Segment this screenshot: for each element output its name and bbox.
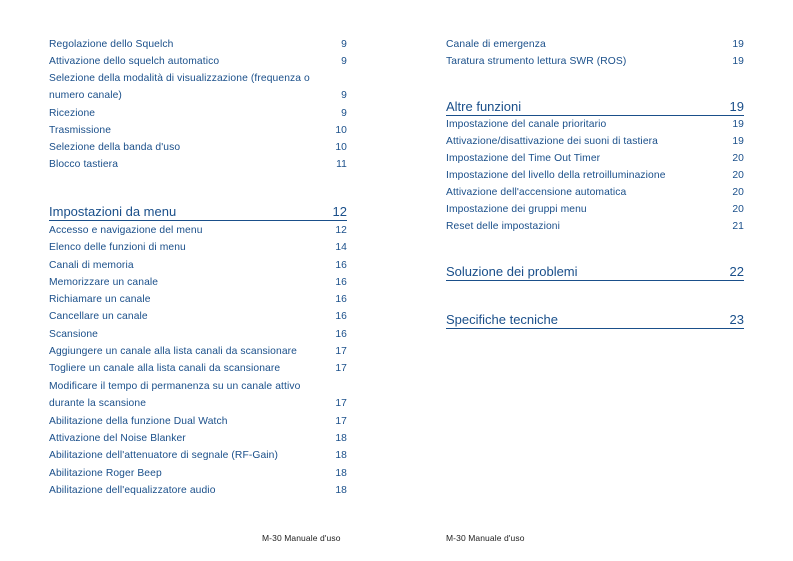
toc-entry[interactable]	[49, 70, 347, 104]
toc-entry[interactable]	[49, 274, 347, 291]
toc-entry[interactable]	[446, 184, 744, 201]
toc-entry-title: Togliere un canale alla lista canali da scansionare	[49, 363, 281, 374]
toc-entry[interactable]	[446, 167, 744, 184]
toc-entry-page: 10	[335, 125, 347, 136]
toc-entry-title: Canali di memoria	[49, 260, 134, 271]
toc-entry-title: Aggiungere un canale alla lista canali da scansionare	[49, 346, 298, 357]
toc-entry-page: 18	[335, 485, 347, 496]
toc-entry-page: 17	[335, 363, 347, 374]
toc-entry-title: Selezione della banda d'uso	[49, 142, 181, 153]
toc-entry-page: 20	[732, 187, 744, 198]
toc-entry-page: 17	[335, 346, 347, 357]
toc-entry[interactable]	[49, 105, 347, 122]
toc-entry-page: 19	[732, 136, 744, 147]
toc-entry-page: 16	[335, 329, 347, 340]
toc-entry-page: 16	[335, 260, 347, 271]
toc-entry-page: 16	[335, 277, 347, 288]
toc-entry-title: Memorizzare un canale	[49, 277, 159, 288]
toc-entry-page: 12	[335, 225, 347, 236]
toc-section-title: Impostazioni da menu	[49, 204, 177, 219]
toc-entry-title: Richiamare un canale	[49, 294, 151, 305]
toc-entry-page: 20	[732, 153, 744, 164]
toc-entry[interactable]	[49, 413, 347, 430]
toc-entry-page: 19	[732, 119, 744, 130]
toc-entry-title: Attivazione del Noise Blanker	[49, 433, 186, 444]
toc-entry-page: 18	[335, 468, 347, 479]
toc-entry-page: 19	[732, 56, 744, 67]
toc-entry[interactable]	[49, 239, 347, 256]
toc-entry[interactable]	[49, 122, 347, 139]
toc-entry[interactable]	[446, 218, 744, 235]
toc-entry-title: Selezione della modalità di visualizzazione (frequenza o numero canale)	[49, 73, 310, 101]
toc-section-heading[interactable]	[446, 99, 744, 116]
toc-entry-page: 18	[335, 450, 347, 461]
toc-entry-page: 14	[335, 242, 347, 253]
toc-entry-page: 10	[335, 142, 347, 153]
toc-entry-title: Impostazione del Time Out Timer	[446, 153, 601, 164]
toc-entry-title: Elenco delle funzioni di menu	[49, 242, 186, 253]
page-footer-right: M-30 Manuale d'uso	[446, 533, 525, 543]
toc-entry-title: Blocco tastiera	[49, 159, 119, 170]
toc-entry-page: 16	[335, 294, 347, 305]
toc-entry-title: Attivazione dello squelch automatico	[49, 56, 220, 67]
toc-entry[interactable]	[49, 465, 347, 482]
toc-entry[interactable]	[49, 308, 347, 325]
toc-entry[interactable]	[49, 222, 347, 239]
toc-entry[interactable]	[446, 53, 744, 70]
toc-entry[interactable]	[49, 36, 347, 53]
toc-entry-page: 20	[732, 204, 744, 215]
toc-entry[interactable]	[49, 360, 347, 377]
toc-entry[interactable]	[446, 116, 744, 133]
toc-entry[interactable]	[49, 378, 347, 412]
toc-entry-title: Attivazione dell'accensione automatica	[446, 187, 627, 198]
toc-entry-title: Regolazione dello Squelch	[49, 39, 174, 50]
toc-entry-title: Abilitazione dell'equalizzatore audio	[49, 485, 216, 496]
toc-entry-title: Abilitazione Roger Beep	[49, 468, 162, 479]
toc-entry[interactable]	[49, 482, 347, 499]
toc-entry-title: Canale di emergenza	[446, 39, 546, 50]
toc-entry[interactable]	[446, 133, 744, 150]
toc-section-heading[interactable]	[49, 204, 347, 221]
toc-section-heading[interactable]	[446, 264, 744, 281]
toc-entry-title: Taratura strumento lettura SWR (ROS)	[446, 56, 627, 67]
toc-entry[interactable]	[49, 156, 347, 173]
toc-entry-title: Trasmissione	[49, 125, 112, 136]
toc-entry-page: 9	[341, 90, 347, 101]
toc-entry-page: 16	[335, 311, 347, 322]
toc-entry[interactable]	[49, 139, 347, 156]
toc-entry-title: Impostazione dei gruppi menu	[446, 204, 587, 215]
toc-entry-title: Scansione	[49, 329, 98, 340]
toc-entry-page: 20	[732, 170, 744, 181]
toc-entry[interactable]	[446, 201, 744, 218]
toc-section-title: Specifiche tecniche	[446, 312, 559, 327]
toc-section-title: Soluzione dei problemi	[446, 264, 578, 279]
toc-section-page: 12	[332, 204, 347, 219]
toc-entry-title: Impostazione del canale prioritario	[446, 119, 607, 130]
toc-entry-page: 9	[341, 56, 347, 67]
toc-section-page: 19	[729, 99, 744, 114]
toc-entry-page: 18	[335, 433, 347, 444]
toc-section-title: Altre funzioni	[446, 99, 522, 114]
toc-entry-page: 9	[341, 39, 347, 50]
toc-entry-page: 21	[732, 221, 744, 232]
toc-entry-page: 19	[732, 39, 744, 50]
toc-entry-title: Impostazione del livello della retroilluminazione	[446, 170, 666, 181]
toc-entry-page: 17	[335, 416, 347, 427]
toc-entry-title: Accesso e navigazione del menu	[49, 225, 203, 236]
toc-entry-title: Modificare il tempo di permanenza su un canale attivo durante la scansione	[49, 381, 301, 409]
toc-entry-page: 9	[341, 108, 347, 119]
toc-entry-title: Abilitazione della funzione Dual Watch	[49, 416, 228, 427]
toc-entry[interactable]	[446, 150, 744, 167]
toc-entry[interactable]	[49, 257, 347, 274]
toc-entry-title: Attivazione/disattivazione dei suoni di tastiera	[446, 136, 658, 147]
toc-section-page: 23	[729, 312, 744, 327]
page-footer-left: M-30 Manuale d'uso	[262, 533, 341, 543]
toc-section-heading[interactable]	[446, 312, 744, 329]
toc-entry-title: Ricezione	[49, 108, 96, 119]
toc-entry[interactable]	[49, 430, 347, 447]
toc-entry[interactable]	[49, 343, 347, 360]
toc-entry[interactable]	[49, 291, 347, 308]
toc-section-page: 22	[729, 264, 744, 279]
toc-entry[interactable]	[49, 326, 347, 343]
toc-entry-title: Reset delle impostazioni	[446, 221, 561, 232]
toc-entry[interactable]	[49, 447, 347, 464]
toc-entry[interactable]	[446, 36, 744, 53]
toc-entry-page: 11	[336, 159, 347, 170]
toc-entry-title: Cancellare un canale	[49, 311, 148, 322]
toc-entry-title: Abilitazione dell'attenuatore di segnale (RF-Gain)	[49, 450, 279, 461]
toc-entry[interactable]	[49, 53, 347, 70]
toc-entry-page: 17	[335, 398, 347, 409]
